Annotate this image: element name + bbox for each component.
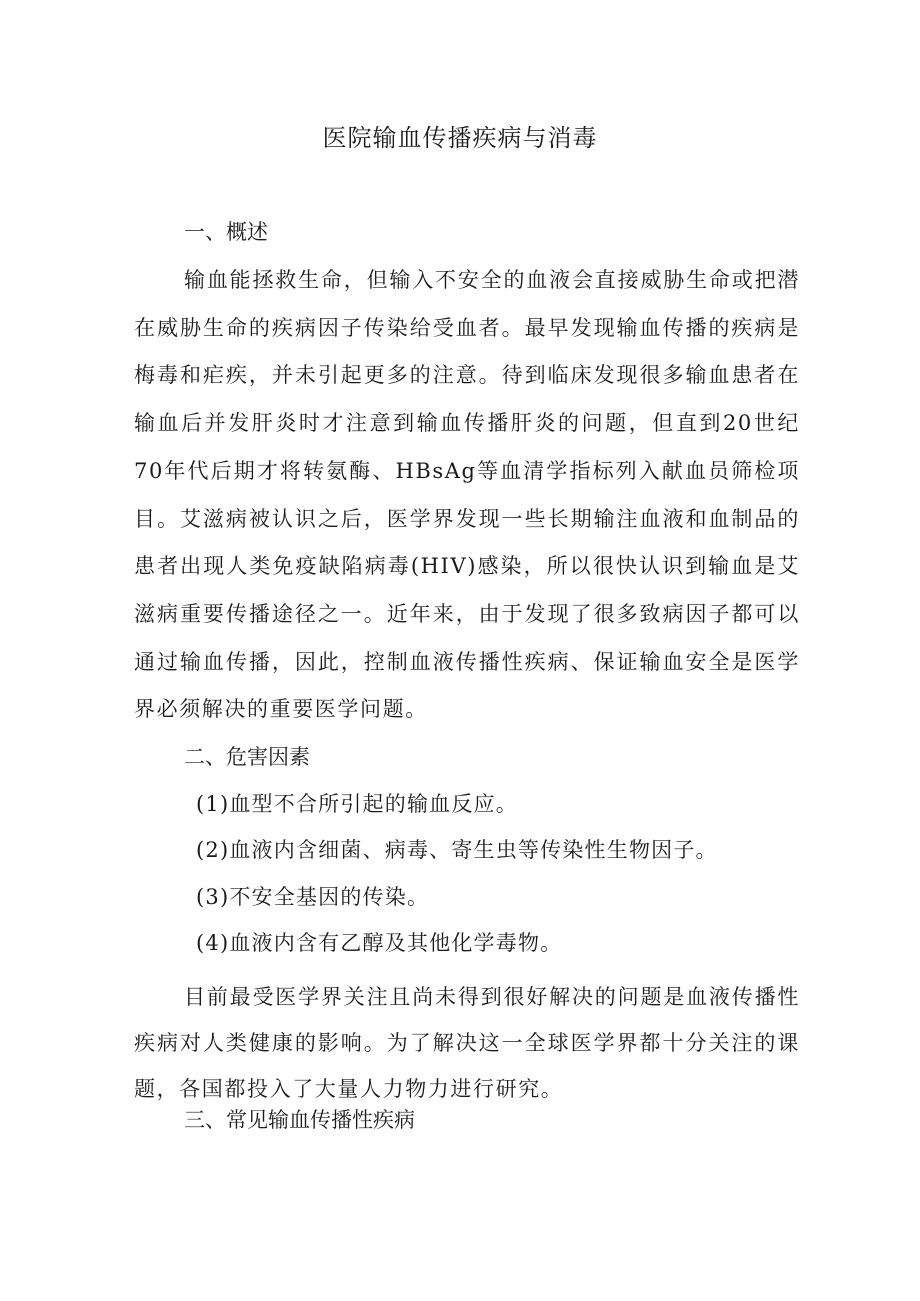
document-title: 医院输血传播疾病与消毒 [322, 124, 598, 152]
section-heading-common-diseases: 三、常见输血传播性疾病 [184, 1108, 415, 1132]
hazards-paragraph: 目前最受医学界关注且尚未得到很好解决的问题是血液传播性疾病对人类健康的影响。为了解决这一全球医学界都十分关注的课题，各国都投入了大量人力物力进行研究。 [134, 985, 800, 1101]
section-heading-hazards: 二、危害因素 [184, 745, 310, 769]
hazard-item-3: (3)不安全基因的传染。 [196, 885, 430, 909]
hazard-item-2: (2)血液内含细菌、病毒、寄生虫等传染性生物因子。 [196, 838, 718, 862]
section-heading-overview: 一、概述 [184, 220, 268, 244]
overview-paragraph: 输血能拯救生命，但输入不安全的血液会直接威胁生命或把潜在威胁生命的疾病因子传染给受血者。最早发现输血传播的疾病是梅毒和疟疾，并未引起更多的注意。待到临床发现很多输血患者在输血后并发肝炎时才注意到输血传播肝炎的问题，但直到20世纪70年代后期才将转氨酶、HBsAg等血清学指标列入献血员筛检项目。艾滋病被认识之后，医学界发现一些长期输注血液和血制品的患者出现人类免疫缺陷病毒(HIV)感染，所以很快认识到输血是艾滋病重要传播途径之一。近年来，由于发现了很多致病因子都可以通过输血传播，因此，控制血液传播性疾病、保证输血安全是医学界必须解决的重要医学问题。 [134, 268, 800, 722]
hazard-item-4: (4)血液内含有乙醇及其他化学毒物。 [196, 931, 563, 955]
hazard-item-1: (1)血型不合所引起的输血反应。 [196, 792, 518, 816]
